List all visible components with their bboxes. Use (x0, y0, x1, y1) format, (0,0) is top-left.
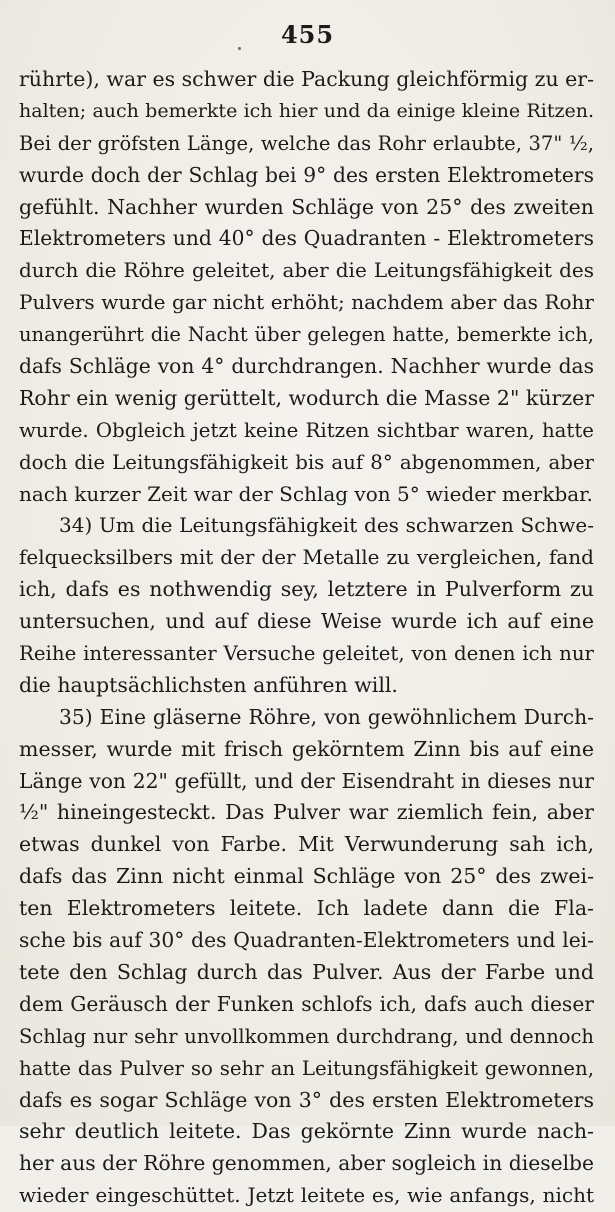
text-line: dafs das Zinn nicht einmal Schläge von 25° des zwei- (19, 864, 594, 889)
text-line: etwas dunkel von Farbe. Mit Verwunderung sah ich, (19, 832, 594, 857)
text-line: wurde. Obgleich jetzt keine Ritzen sichtbar waren, hatte (19, 418, 594, 442)
text-line: Bei der gröfsten Länge, welche das Rohr erlaubte, 37" ½, (19, 131, 594, 155)
text-line: 34) Um die Leitungsfähigkeit des schwarzen Schwe- (59, 513, 594, 538)
text-line: her aus der Röhre genommen, aber sogleich in dieselbe (19, 1151, 594, 1176)
text-line: ich, dafs es nothwendig sey, letztere in Pulverform zu (19, 577, 594, 602)
body-text (19, 64, 594, 1212)
text-line: hatte das Pulver so sehr an Leitungsfähigkeit gewonnen, (19, 1056, 594, 1080)
text-line: dafs es sogar Schläge von 3° des ersten Elektrometers (19, 1087, 594, 1112)
page-number: 455 (280, 20, 335, 49)
text-line: halten; auch bemerkte ich hier und da einige kleine Ritzen. (19, 99, 594, 122)
text-line: messer, wurde mit frisch gekörntem Zinn bis auf eine (19, 736, 594, 761)
text-line: gefühlt. Nachher wurden Schläge von 25° des zweiten (19, 194, 594, 219)
text-line: tete den Schlag durch das Pulver. Aus der Farbe und (19, 959, 594, 984)
text-line: dem Geräusch der Funken schlofs ich, dafs auch dieser (19, 991, 594, 1016)
text-line: 35) Eine gläserne Röhre, von gewöhnlichem Durch- (59, 704, 594, 729)
text-line: Schlag nur sehr unvollkommen durchdrang, und dennoch (19, 1024, 594, 1048)
text-line: Elektrometers und 40° des Quadranten - Elektrometers (19, 226, 594, 251)
text-line: unangerührt die Nacht über gelegen hatte, bemerkte ich, (19, 323, 594, 347)
text-line: Pulvers wurde gar nicht erhöht; nachdem aber das Rohr (19, 290, 594, 315)
text-line: untersuchen, und auf diese Weise wurde ich auf eine (19, 609, 594, 634)
text-line: Länge von 22" gefüllt, und der Eisendraht in dieses nur (19, 768, 594, 793)
text-line: ½" hineingesteckt. Das Pulver war ziemlich fein, aber (19, 800, 594, 825)
text-line: wieder eingeschüttet. Jetzt leitete es, wie anfangs, nicht (19, 1183, 594, 1208)
text-line: doch die Leitungsfähigkeit bis auf 8° abgenommen, aber (19, 450, 594, 474)
text-line: dafs Schläge von 4° durchdrangen. Nachher wurde das (19, 354, 594, 379)
text-line: sche bis auf 30° des Quadranten-Elektrometers und lei- (19, 928, 594, 953)
text-line: Reihe interessanter Versuche geleitet, von denen ich nur (19, 642, 594, 666)
text-line: ten Elektrometers leitete. Ich ladete dann die Fla- (19, 896, 594, 921)
text-line: die hauptsächlichsten anführen will. (19, 672, 398, 697)
print-speck (238, 47, 241, 50)
text-line: felquecksilbers mit der der Metalle zu vergleichen, fand (19, 545, 594, 570)
text-line: rührte), war es schwer die Packung gleichförmig zu er- (19, 67, 594, 91)
text-line: wurde doch der Schlag bei 9° des ersten Elektrometers (19, 162, 594, 187)
text-line: durch die Röhre geleitet, aber die Leitungsfähigkeit des (19, 258, 594, 283)
text-line: nach kurzer Zeit war der Schlag von 5° wieder merkbar. (19, 481, 593, 506)
text-line: Rohr ein wenig gerüttelt, wodurch die Masse 2" kürzer (19, 385, 594, 410)
text-line: sehr deutlich leitete. Das gekörnte Zinn wurde nach- (19, 1119, 594, 1144)
